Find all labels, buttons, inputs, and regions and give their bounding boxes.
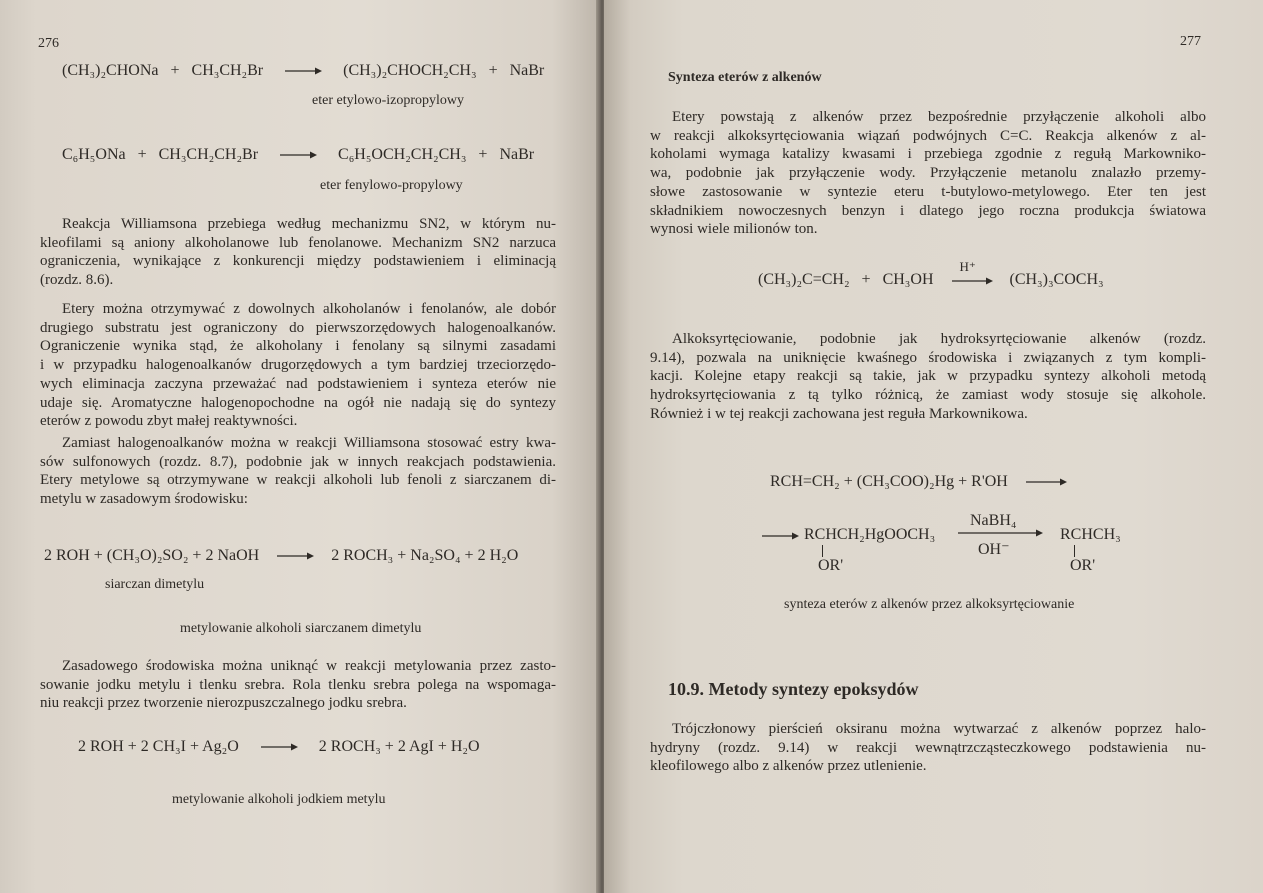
products: 2 ROCH₃ + Na₂SO₄ + 2 H₂O xyxy=(331,547,519,564)
text-line: słowe zastosowanie w syntezie eteru t-butylowo-metylowego. Eter ten jest xyxy=(650,183,1206,200)
reaction-caption: eter fenylowo-propylowy xyxy=(320,178,463,193)
text-line: w reakcji alkoksyrtęciowania wiązań podwójnych C=C. Reakcja alkenów z al- xyxy=(650,127,1206,144)
text-line: wych eliminacja zaczyna przeważać nad podstawieniem i synteza eterów nie xyxy=(40,375,556,392)
product: RCHCH₃ xyxy=(1060,526,1121,543)
text-line: metylu w zasadowym środowisku: xyxy=(40,491,248,508)
product: (CH₃)₂CHOCH₂CH₃ xyxy=(343,62,477,79)
bond-line xyxy=(1074,545,1075,557)
text-line: drugiego substratu jest ograniczony do pierwszorzędowych halogenoalkanów. xyxy=(40,319,556,336)
catalyst-label: H⁺ xyxy=(959,259,976,275)
products: 2 ROCH₃ + 2 AgI + H₂O xyxy=(318,738,480,755)
chapter-section-heading: 10.9. Metody syntezy epoksydów xyxy=(668,679,919,699)
text-line: niu reakcji przez tworzenie nierozpuszczalnego jodku srebra. xyxy=(40,695,407,712)
left-page xyxy=(0,0,600,893)
reactant: (CH₃)₂C=CH₂ xyxy=(758,271,850,288)
text-line: wa, podobnie jak przyłączenie wody. Przyłączenie metanolu znalazło przemy- xyxy=(650,165,1206,182)
text-line: udaje się. Aromatyczne halogenopochodne na ogół nie nadają się do syntezy xyxy=(40,394,556,411)
text-line: Ograniczenie wynika stąd, że alkoholany i fenolany są silnymi zasadami xyxy=(40,338,556,355)
reaction-caption: metylowanie alkoholi jodkiem metylu xyxy=(172,792,386,807)
substituent: OR' xyxy=(818,557,844,574)
reaction-1-equation xyxy=(62,62,544,80)
reactant: (CH₃)₂CHONa xyxy=(62,62,159,79)
page-number: 277 xyxy=(1180,34,1201,49)
product: C₆H₅OCH₂CH₂CH₃ xyxy=(338,146,467,163)
page-number: 276 xyxy=(38,36,59,51)
body-paragraph xyxy=(650,108,1206,239)
right-page xyxy=(604,0,1263,893)
reaction-3-equation xyxy=(44,547,518,565)
reaction-reactants xyxy=(770,473,1068,491)
reaction-arrow-icon xyxy=(760,531,800,541)
plus-sign: + xyxy=(488,62,498,79)
text-line: Również i w tej reakcji zachowana jest reguła Markownikowa. xyxy=(650,405,1028,422)
text-line: ograniczenia, wynikające z konkurencji między podstawieniem i eliminacją xyxy=(40,253,556,270)
text-line: kleofilami są aniony alkoholanowe lub fenolanowe. Mechanizm SN2 narzuca xyxy=(40,234,556,251)
text-line: kacji. Kolejne etapy reakcji są takie, jak w przypadku syntezy alkoholi metodą xyxy=(650,368,1206,385)
plus-sign: + xyxy=(478,146,488,163)
text-line: 9.14), pozwala na uniknięcie kwaśnego środowiska i związanych z tym kompli- xyxy=(650,349,1206,366)
product: NaBr xyxy=(499,146,535,163)
text-line: hydroksyrtęciowania z tą tylko różnicą, że zamiast wody stosuje się alkohole. xyxy=(650,387,1206,404)
plus-sign: + xyxy=(861,271,871,288)
reagent-label: NaBH₄ xyxy=(970,512,1017,529)
body-paragraph xyxy=(650,720,1206,776)
reactants: RCH=CH₂ + (CH₃COO)₂Hg + R'OH xyxy=(770,473,1008,490)
section-heading: Synteza eterów z alkenów xyxy=(668,70,822,85)
plus-sign: + xyxy=(170,62,180,79)
text-line: składnikiem nowoczesnych benzyn i dlatego jego roczna produkcja światowa xyxy=(650,202,1206,219)
text-line: Etery można otrzymywać z dowolnych alkoholanów i fenolanów, ale dobór xyxy=(62,301,556,317)
text-line: sowanie jodku metylu i tlenku srebra. Rola tlenku srebra polega na wspomaga- xyxy=(40,676,556,693)
reactant: CH₃OH xyxy=(882,271,934,288)
reagent-label: siarczan dimetylu xyxy=(105,577,205,592)
product: (CH₃)₃COCH₃ xyxy=(1009,271,1104,288)
reaction-4-equation xyxy=(78,738,480,756)
reactant: CH₃CH₂CH₂Br xyxy=(158,146,259,163)
reaction-arrow-icon xyxy=(275,551,315,561)
substituent: OR' xyxy=(1070,557,1096,574)
text-line: Reakcja Williamsona przebiega według mechanizmu SN2, w którym nu- xyxy=(62,216,556,232)
reaction-arrow-icon xyxy=(1024,477,1068,487)
reactants: 2 ROH + (CH₃O)₂SO₂ + 2 NaOH xyxy=(44,547,260,564)
text-line: koholami wymaga katalizy kwasami i przebiega zgodnie z regułą Markowniko- xyxy=(650,146,1206,163)
body-paragraph xyxy=(650,330,1206,424)
reaction-equation xyxy=(758,259,1104,289)
text-line: (rozdz. 8.6). xyxy=(40,272,114,289)
intermediate: RCHCH₂HgOOCH₃ xyxy=(804,526,936,543)
body-paragraph xyxy=(40,300,556,431)
reaction-arrow-icon xyxy=(283,66,323,76)
text-line: Zamiast halogenoalkanów można w reakcji Williamsona stosować estry kwa- xyxy=(62,435,556,451)
text-line: eterów z powodu zbyt małej reaktywności. xyxy=(40,413,298,430)
reaction-2-equation xyxy=(62,146,534,164)
product: NaBr xyxy=(509,62,545,79)
body-paragraph xyxy=(40,215,556,290)
reactant: C₆H₅ONa xyxy=(62,146,126,163)
body-paragraph xyxy=(40,434,556,509)
reaction-arrow-icon xyxy=(950,276,994,286)
reaction-caption: metylowanie alkoholi siarczanem dimetylu xyxy=(180,621,422,636)
text-line: Zasadowego środowiska można uniknąć w reakcji metylowania przez zasto- xyxy=(62,658,556,674)
text-line: Alkoksyrtęciowanie, podobnie jak hydroksyrtęciowanie alkenów (rozdz. xyxy=(672,331,1206,347)
reactant: CH₃CH₂Br xyxy=(191,62,264,79)
text-line: wynosi wiele milionów ton. xyxy=(650,221,818,238)
text-line: kleofilowego albo z alkenów przez utlenienie. xyxy=(650,758,927,775)
reaction-caption: eter etylowo-izopropylowy xyxy=(312,93,465,108)
body-paragraph xyxy=(40,657,556,713)
reaction-caption: synteza eterów z alkenów przez alkoksyrtęciowanie xyxy=(784,597,1075,612)
reagent-label: OH⁻ xyxy=(978,541,1010,558)
reaction-arrow-icon xyxy=(259,742,299,752)
bond-line xyxy=(822,545,823,557)
text-line: sów sulfonowych (rozdz. 8.7), podobnie jak w innych reakcjach podstawienia. xyxy=(40,453,556,470)
text-line: Trójczłonowy pierścień oksiranu można wytwarzać z alkenów poprzez halo- xyxy=(672,721,1206,737)
text-line: hydryny (rozdz. 9.14) w reakcji wewnątrzcząsteczkowego podstawienia nu- xyxy=(650,739,1206,756)
reactants: 2 ROH + 2 CH₃I + Ag₂O xyxy=(78,738,239,755)
text-line: Etery metylowe są otrzymywane w reakcji alkoholi lub fenoli z siarczanem di- xyxy=(40,472,556,489)
text-line: Etery powstają z alkenów przez bezpośrednie przyłączenie alkoholi albo xyxy=(672,109,1206,125)
reaction-arrow-icon xyxy=(278,150,318,160)
catalyzed-arrow xyxy=(950,259,994,287)
plus-sign: + xyxy=(137,146,147,163)
reaction-arrow-icon xyxy=(956,528,1044,538)
text-line: i w przypadku halogenoalkanów drugorzędowych a tym bardziej trzeciorzędo- xyxy=(40,357,556,374)
